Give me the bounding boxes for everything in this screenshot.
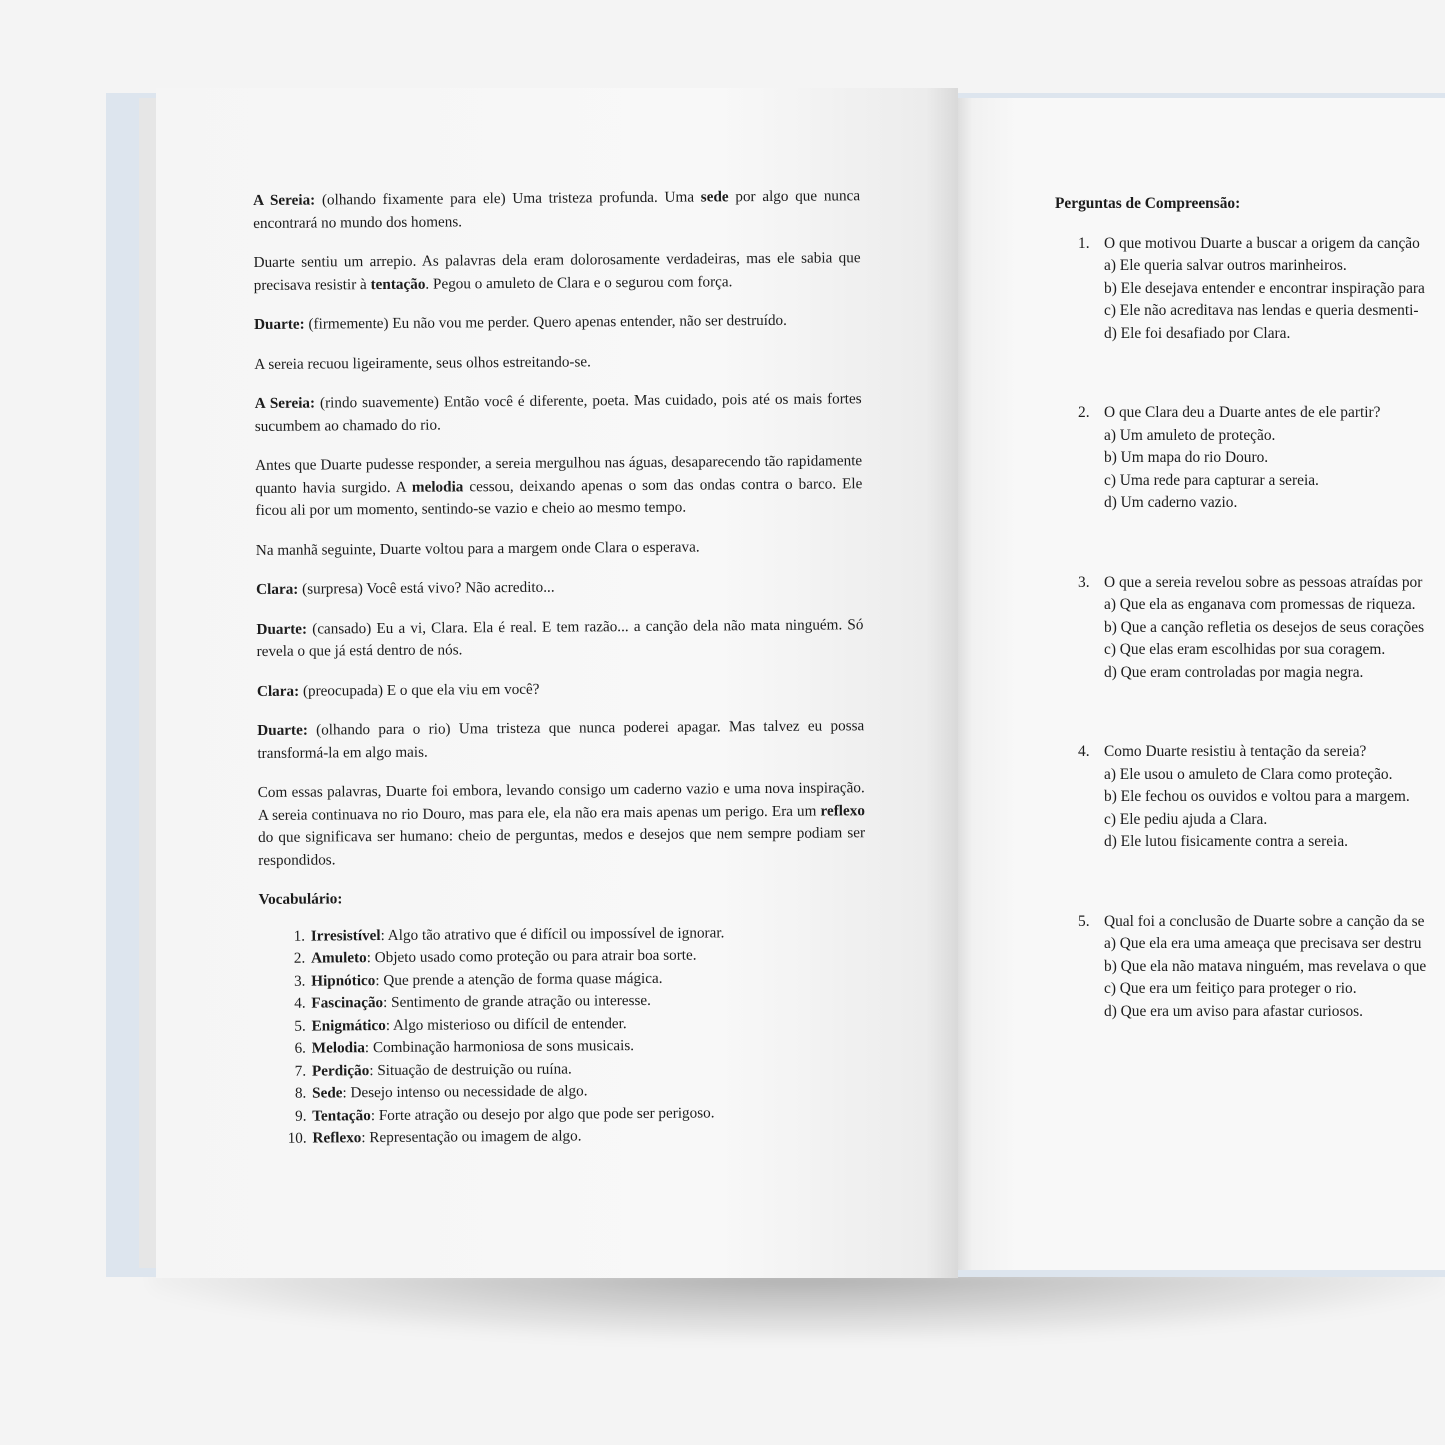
left-page-text [253, 185, 868, 1150]
option: b) Um mapa do rio Douro. [1104, 449, 1269, 466]
list-item: 10. Reflexo: Representação ou imagem de algo. [310, 1123, 867, 1150]
paragraph: A Sereia: (rindo suavemente) Então você é diferente, poeta. Mas cuidado, pois até os mais fortes sucumbem ao chamado do rio. [254, 390, 862, 435]
paragraph: Clara: (surpresa) Você está vivo? Não acredito... [256, 578, 555, 598]
speaker: Duarte: [253, 315, 305, 333]
speaker: A Sereia: [254, 394, 316, 412]
speaker: Clara: [256, 580, 299, 598]
questions-title: Perguntas de Compreensão: [1055, 195, 1241, 212]
paragraph: Duarte: (olhando para o rio) Uma tristeza que nunca poderei apagar. Mas talvez eu possa transformá-la em algo mais. [257, 717, 865, 762]
option: a) Ele queria salvar outros marinheiros. [1104, 257, 1347, 274]
paragraph: Duarte sentiu um arrepio. As palavras dela eram dolorosamente verdadeiras, mas ele sabia que precisava resistir à tentação. Pegou o amuleto de Clara e o segurou com força. [253, 249, 861, 294]
speaker: Clara: [256, 682, 300, 700]
paragraph: A Sereia: (olhando fixamente para ele) Uma tristeza profunda. Uma sede por algo que nunca encontrará no mundo dos homens. [253, 187, 861, 232]
list-item: 7. Perdição: Situação de destruição ou ruína. [310, 1056, 867, 1083]
question-text: O que motivou Duarte a buscar a origem da canção [1104, 234, 1420, 252]
option: d) Que eram controladas por magia negra. [1104, 663, 1364, 681]
option: c) Uma rede para capturar a sereia. [1104, 471, 1319, 489]
option: b) Que a canção refletia os desejos de seus corações [1104, 618, 1425, 636]
option: a) Ele usou o amuleto de Clara como proteção. [1104, 765, 1393, 783]
option: a) Que ela as enganava com promessas de riqueza. [1104, 596, 1416, 613]
option: a) Que ela era uma ameaça que precisava ser destru [1104, 935, 1422, 952]
list-item: 4. Fascinação: Sentimento de grande atração ou interesse. [309, 988, 866, 1015]
question-item: 3. O que a sereia revelou sobre as pessoas atraídas por a) Que ela as enganava com promessas de riqueza. b) Que a canção refletia os desejos de seus corações c) Que elas eram escolhidas por sua coragem. d) Que eram controladas por magia negra. [1055, 572, 1445, 685]
list-item: 9. Tentação: Forte atração ou desejo por algo que pode ser perigoso. [310, 1101, 867, 1128]
option: c) Que era um feitiço para proteger o rio. [1104, 980, 1357, 997]
list-item: 6. Melodia: Combinação harmoniosa de sons musicais. [310, 1033, 867, 1060]
option: b) Ele fechou os ouvidos e voltou para a margem. [1104, 788, 1410, 805]
option: d) Um caderno vazio. [1104, 494, 1238, 511]
question-text: Como Duarte resistiu à tentação da sereia? [1104, 743, 1367, 760]
vocabulary-title: Vocabulário: [258, 890, 343, 908]
option: b) Que ela não matava ninguém, mas revelava o que [1104, 957, 1427, 975]
paragraph: Duarte: (firmemente) Eu não vou me perder. Quero apenas entender, não ser destruído. [253, 311, 787, 333]
option: c) Ele não acreditava nas lendas e queria desmenti- [1104, 302, 1419, 319]
paragraph: Duarte: (cansado) Eu a vi, Clara. Ela é real. E tem razão... a canção dela não mata ninguém. Só revela o que já está dentro de nós. [256, 615, 864, 660]
option: c) Que elas eram escolhidas por sua coragem. [1104, 641, 1386, 658]
paragraph: Antes que Duarte pudesse responder, a sereia mergulhou nas águas, desaparecendo tão rapidamente quanto havia surgido. A melodia cessou, deixando apenas o som das ondas contra o barco. Ele ficou ali por um momento, sentindo-se vazio e cheio ao mesmo tempo. [255, 452, 863, 519]
vocabulary-list [259, 921, 868, 1151]
option: a) Um amuleto de proteção. [1104, 426, 1276, 444]
option: c) Ele pediu ajuda a Clara. [1104, 810, 1268, 828]
list-item: 1. Irresistível: Algo tão atrativo que é difícil ou impossível de ignorar. [309, 921, 866, 948]
question-item: 5. Qual foi a conclusão de Duarte sobre a canção da se a) Que ela era uma ameaça que precisava ser destru b) Que ela não matava ninguém, mas revelava o que c) Que era um feitiço para proteger o rio. d) Que era um aviso para afastar curiosos. [1055, 911, 1445, 1024]
question-text: O que a sereia revelou sobre as pessoas atraídas por [1104, 573, 1423, 591]
right-page-text [1055, 193, 1445, 1080]
paragraph: Na manhã seguinte, Duarte voltou para a margem onde Clara o esperava. [255, 538, 700, 559]
list-item: 8. Sede: Desejo intenso ou necessidade de algo. [310, 1078, 867, 1105]
question-item: 4. Como Duarte resistiu à tentação da sereia? a) Ele usou o amuleto de Clara como proteção. b) Ele fechou os ouvidos e voltou para a margem. c) Ele pediu ajuda a Clara. d) Ele lutou fisicamente contra a sereia. [1055, 741, 1445, 854]
list-item: 2. Amuleto: Objeto usado como proteção ou para atrair boa sorte. [309, 943, 866, 970]
question-item: 1. O que motivou Duarte a buscar a origem da canção a) Ele queria salvar outros marinheiros. b) Ele desejava entender e encontrar inspiração para c) Ele não acreditava nas lendas e queria desmenti- d) Ele foi desafiado por Clara. [1055, 233, 1445, 346]
option: d) Ele foi desafiado por Clara. [1104, 324, 1291, 342]
question-text: Qual foi a conclusão de Duarte sobre a canção da se [1104, 912, 1425, 930]
question-text: O que Clara deu a Duarte antes de ele partir? [1104, 404, 1381, 421]
option: b) Ele desejava entender e encontrar inspiração para [1104, 279, 1425, 297]
question-item: 2. O que Clara deu a Duarte antes de ele partir? a) Um amuleto de proteção. b) Um mapa do rio Douro. c) Uma rede para capturar a sereia. d) Um caderno vazio. [1055, 402, 1445, 515]
paragraph: A sereia recuou ligeiramente, seus olhos estreitando-se. [254, 352, 591, 373]
speaker: Duarte: [257, 721, 308, 739]
paragraph: Clara: (preocupada) E o que ela viu em você? [256, 680, 540, 700]
speaker: Duarte: [256, 620, 308, 638]
list-item: 5. Enigmático: Algo misterioso ou difícil de entender. [309, 1011, 866, 1038]
speaker: A Sereia: [253, 191, 316, 209]
book-shadow [150, 1270, 1445, 1340]
option: d) Que era um aviso para afastar curiosos. [1104, 1002, 1363, 1020]
paragraph: Com essas palavras, Duarte foi embora, levando consigo um caderno vazio e uma nova inspiração. A sereia continuava no rio Douro, mas para ele, ela não era mais apenas um perigo. Era um reflexo do que significava ser humano: cheio de perguntas, medos e desejos que nem sempre podiam ser respondidos. [257, 779, 866, 869]
option: d) Ele lutou fisicamente contra a sereia. [1104, 833, 1349, 850]
list-item: 3. Hipnótico: Que prende a atenção de forma quase mágica. [309, 966, 866, 993]
